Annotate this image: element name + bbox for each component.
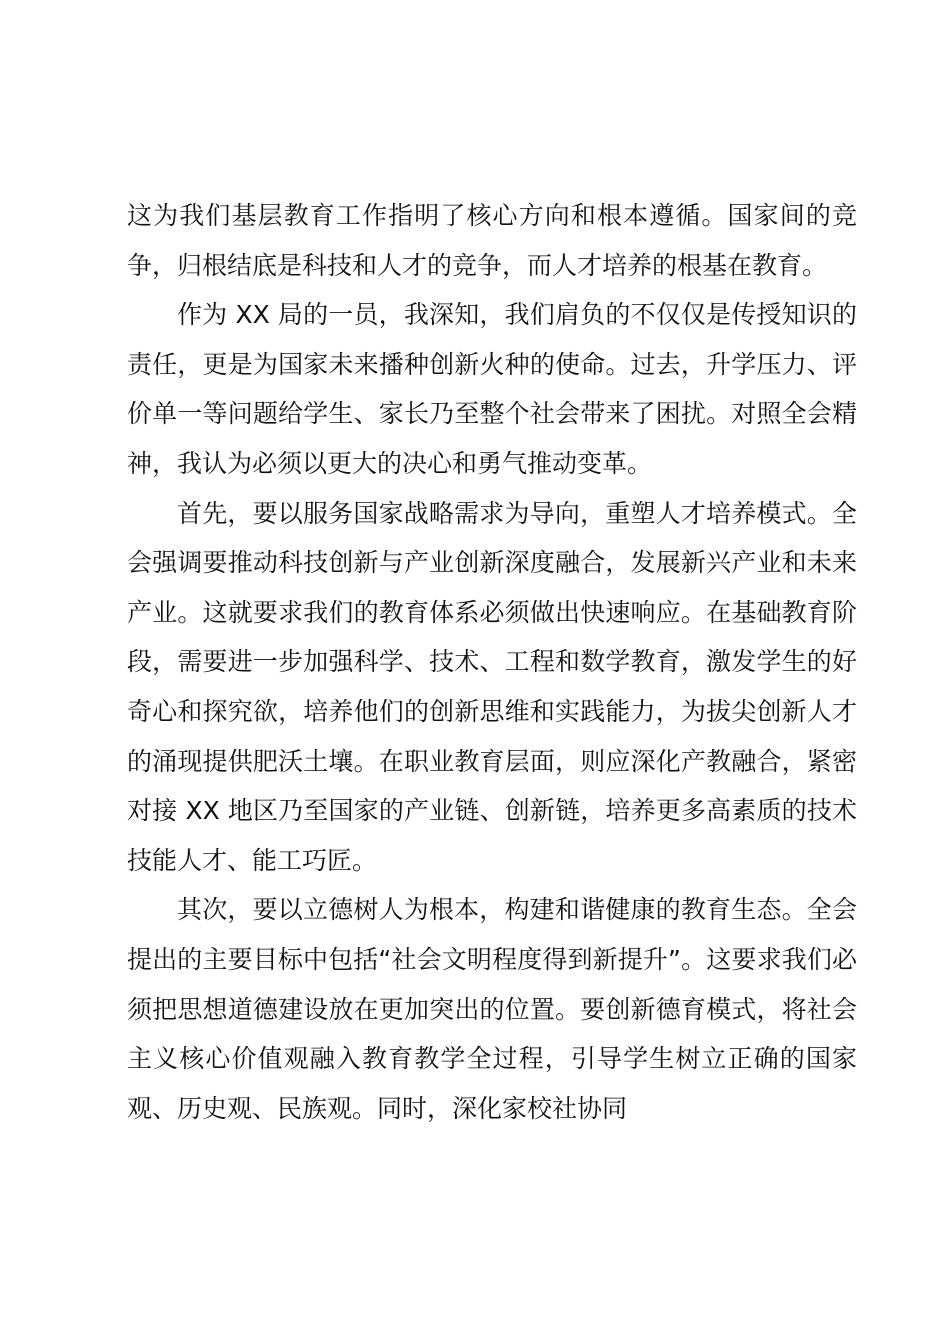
document-body xyxy=(127,191,857,1133)
paragraph-first-point: 首先，要以服务国家战略需求为导向，重塑人才培养模式。全会强调要推动科技创新与产业创新深度融合，发展新兴产业和未来产业。这就要求我们的教育体系必须做出快速响应。在基础教育阶段，需要进一步加强科学、技术、工程和数学教育，激发学生的好奇心和探究欲，培养他们的创新思维和实践能力，为拔尖创新人才的涌现提供肥沃土壤。在职业教育层面，则应深化产教融合，紧密对接 XX 地区乃至国家的产业链、创新链，培养更多高素质的技术技能人才、能工巧匠。 xyxy=(127,498,857,875)
paragraph-role-statement: 作为 XX 局的一员，我深知，我们肩负的不仅仅是传授知识的责任，更是为国家未来播种创新火种的使命。过去，升学压力、评价单一等问题给学生、家长乃至整个社会带来了困扰。对照全会精神，我认为必须以更大的决心和勇气推动变革。 xyxy=(127,300,857,478)
paragraph-second-point: 其次，要以立德树人为根本，构建和谐健康的教育生态。全会提出的主要目标中包括“社会文明程度得到新提升”。这要求我们必须把思想道德建设放在更加突出的位置。要创新德育模式，将社会主义核心价值观融入教育教学全过程，引导学生树立正确的国家观、历史观、民族观。同时，深化家校社协同 xyxy=(127,895,857,1123)
paragraph-continuation: 这为我们基层教育工作指明了核心方向和根本遵循。国家间的竞争，归根结底是科技和人才的竞争，而人才培养的根基在教育。 xyxy=(127,201,857,280)
